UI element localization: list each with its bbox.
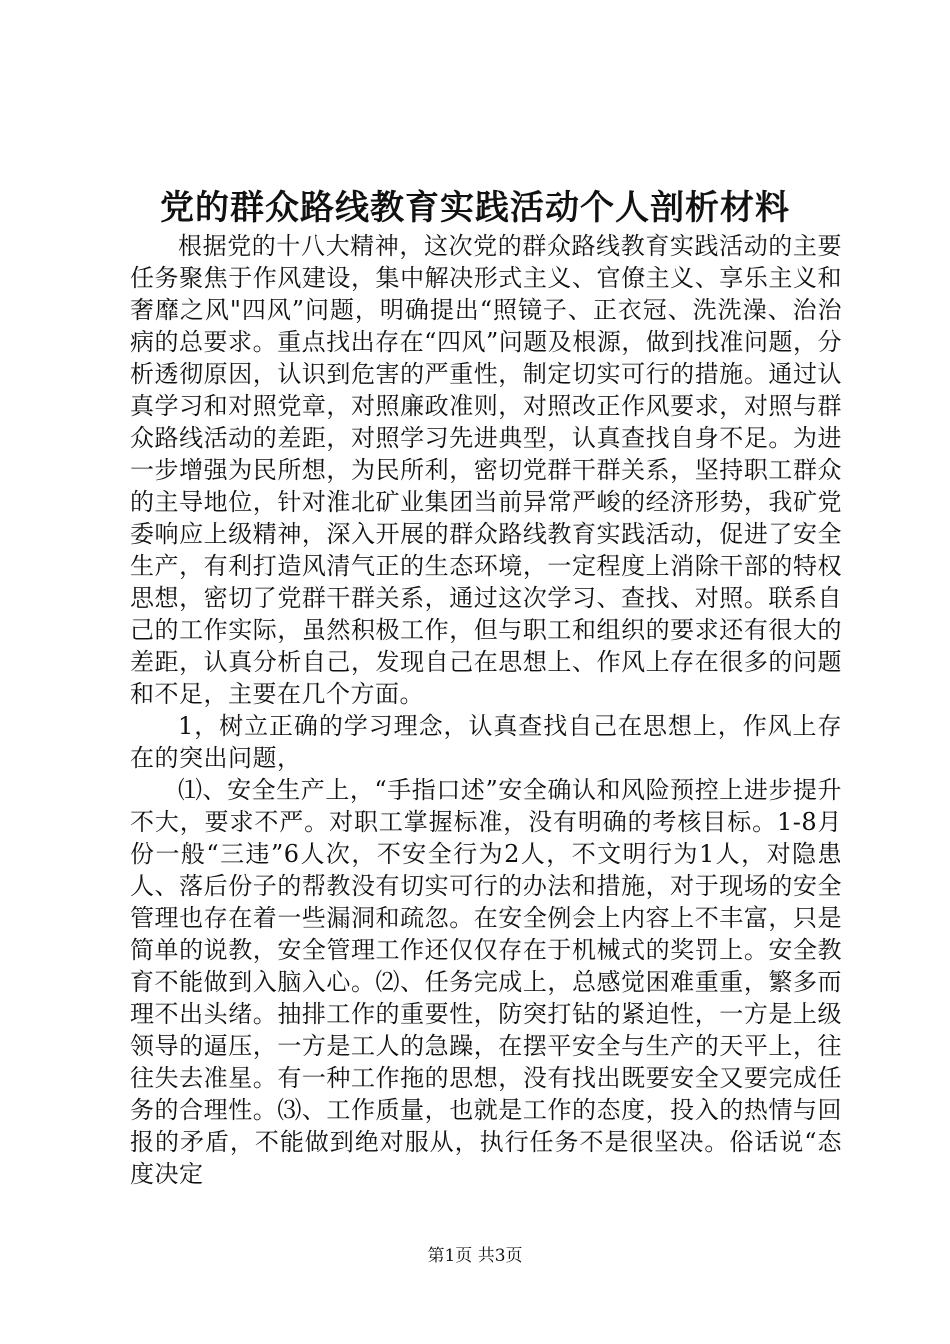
- paragraph-subsection-details: ⑴、安全生产上，“手指口述”安全确认和风险预控上进步提升不大，要求不严。对职工掌握标准，没有明确的考核目标。1-8月份一般“三违”6人次，不安全行为2人，不文明行为1人，对隐患人、落后份子的帮教没有切实可行的办法和措施，对于现场的安全管理也存在着一些漏洞和疏忽。在安全例会上内容上不丰富，只是简单的说教，安全管理工作还仅仅存在于机械式的奖罚上。安全教育不能做到入脑入心。⑵、任务完成上，总感觉困难重重，繁多而理不出头绪。抽排工作的重要性，防突打钻的紧迫性，一方是上级领导的逼压，一方是工人的急躁，在摆平安全与生产的天平上，往往失去准星。有一种工作拖的思想，没有找出既要安全又要完成任务的合理性。⑶、工作质量，也就是工作的态度，投入的热情与回报的矛盾，不能做到绝对服从，执行任务不是很坚决。俗话说“态度决定: [130, 776, 842, 1188]
- page-number-footer: 第1页 共3页: [427, 1246, 523, 1266]
- paragraph-section-1: 1，树立正确的学习理念，认真查找自己在思想上，作风上存在的突出问题，: [130, 712, 842, 772]
- paragraph-intro: 根据党的十八大精神，这次党的群众路线教育实践活动的主要任务聚焦于作风建设，集中解决形式主义、官僚主义、享乐主义和奢靡之风"四风”问题，明确提出“照镜子、正衣冠、洗洗澡、治治病的总要求。重点找出存在“四风”问题及根源，做到找准问题，分析透彻原因，认识到危害的严重性，制定切实可行的措施。通过认真学习和对照党章，对照廉政准则，对照改正作风要求，对照与群众路线活动的差距，对照学习先进典型，认真查找自身不足。为进一步增强为民所想，为民所利，密切党群干群关系，坚持职工群众的主导地位，针对淮北矿业集团当前异常严峻的经济形势，我矿党委响应上级精神，深入开展的群众路线教育实践活动，促进了安全生产，有利打造风清气正的生态环境，一定程度上消除干部的特权思想，密切了党群干群关系，通过这次学习、查找、对照。联系自己的工作实际，虽然积极工作，但与职工和组织的要求还有很大的差距，认真分析自己，发现自己在思想上、作风上存在很多的问题和不足，主要在几个方面。: [130, 232, 842, 708]
- document-title: 党的群众路线教育实践活动个人剖析材料: [160, 188, 790, 228]
- document-body: [130, 230, 842, 1190]
